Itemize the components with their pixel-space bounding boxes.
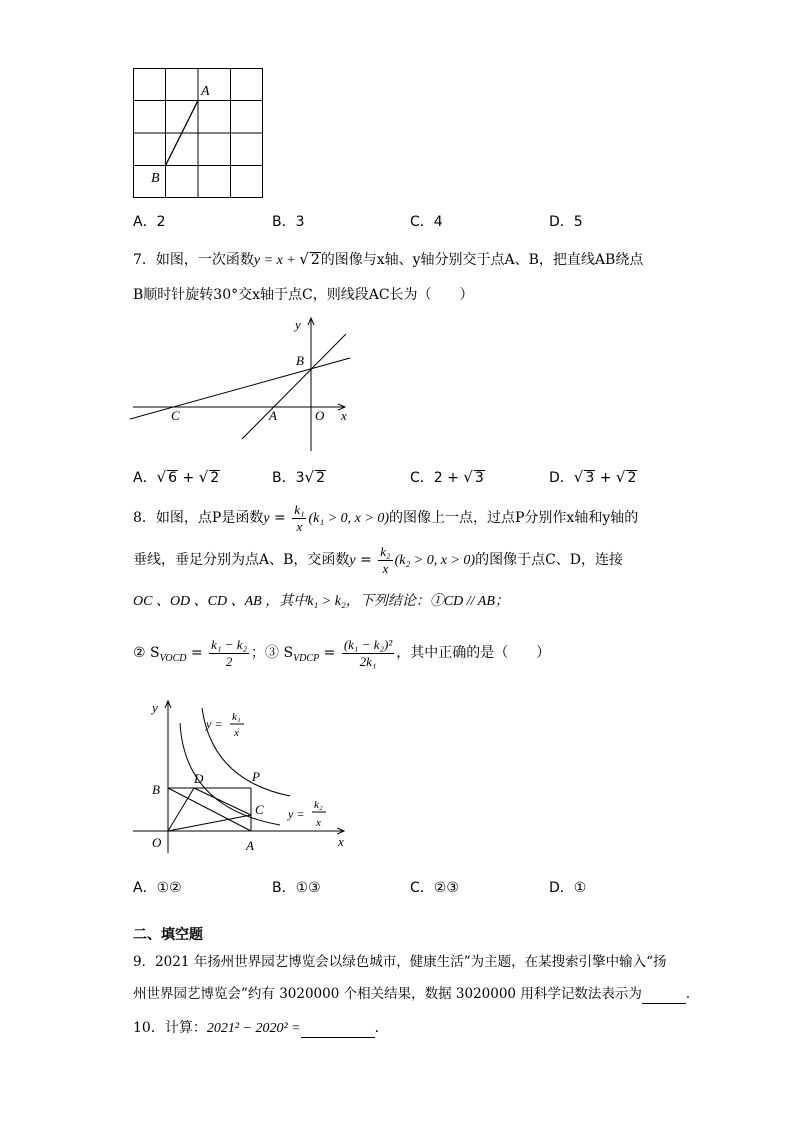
q7-option-b: B．3√ 2 xyxy=(272,468,326,486)
q7-stem-line1: 7．如图，一次函数y = x + √ 2的图像与x轴、y轴分别交于点A、B，把直线AB绕点 xyxy=(133,250,644,268)
q8-label-p: P xyxy=(252,769,260,784)
q8-label-o: O xyxy=(152,835,162,850)
q7-stem-line2: B顺时针旋转30°交x轴于点C，则线段AC长为（ ） xyxy=(133,287,474,303)
q6-option-c: C．4 xyxy=(410,214,443,230)
q8-curve1-num: k₁ xyxy=(232,711,241,723)
q6-option-d: D．5 xyxy=(549,214,583,230)
q8-curve2-num: k₂ xyxy=(314,799,323,811)
q8-stem-line4: ② $S_{VOCD}$ = $\frac{\text{k₁ − k₂}}{2}$ ；③ $S_{VDCP}$ = $\frac{\text{(k₁ − k₂)²}}{\text{2k₁}}$ ，其中正确的是（ ） xyxy=(133,636,551,669)
q7-label-b: B xyxy=(296,353,304,368)
q8-axis-y: y xyxy=(152,700,158,715)
q8-label-d: D xyxy=(194,771,204,786)
q8-label-a: A xyxy=(246,838,254,853)
q7-label-a: A xyxy=(269,408,277,423)
q9-line1: 9．2021 年扬州世界园艺博览会以绿色城市，健康生活”为主题，在某搜索引擎中输入“扬 xyxy=(133,954,667,970)
q7-label-o: O xyxy=(315,408,325,423)
q7-option-a: A．√ 6 + √ 2 xyxy=(133,468,220,486)
q10-line: 10．计算：2021² − 2020² = ． xyxy=(133,1020,389,1036)
q8-hyperbola-figure xyxy=(130,698,355,858)
q6-option-a: A．2 xyxy=(133,214,166,230)
q8-stem-line3: OC 、OD 、CD 、AB ，其中k₁ > k₂，下列结论：①CD // AB； xyxy=(133,594,509,609)
q6-label-b: B xyxy=(151,171,160,186)
section-title: 二、填空题 xyxy=(133,927,203,943)
q8-stem-line1: 8．如图，点P是函数y = $\frac{\text{k₁}}{x}$ (k₁ > 0, x > 0)的图像上一点，过点P分别作x轴和y轴的 xyxy=(133,501,639,534)
q7-option-d: D．√ 3 + √ 2 xyxy=(549,468,637,486)
q8-axis-x: x xyxy=(338,834,344,849)
q7-axis-x: x xyxy=(341,408,347,423)
q7-label-c: C xyxy=(171,408,180,423)
q8-curve1-lhs: y = xyxy=(206,717,223,731)
q8-option-a: A．①② xyxy=(133,880,182,896)
q9-answer-blank[interactable] xyxy=(642,985,686,1004)
q7-axis-y: y xyxy=(295,317,301,332)
q8-option-c: C．②③ xyxy=(410,880,459,896)
q9-line2: 州世界园艺博览会”约有 3020000 个相关结果，数据 3020000 用科学记数法表示为 ． xyxy=(133,986,700,1002)
q8-stem-line2: 垂线，垂足分别为点A、B，交函数y = $\frac{\text{k₂}}{x}$ (k₂ > 0, x > 0)的图像于点C、D，连接 xyxy=(133,543,624,576)
q8-curve1-den: x xyxy=(234,727,239,739)
q6-option-b: B．3 xyxy=(272,214,305,230)
q6-label-a: A xyxy=(201,84,210,99)
q8-option-d: D．① xyxy=(549,880,587,896)
q8-option-b: B．①③ xyxy=(272,880,321,896)
q8-label-b: B xyxy=(152,782,160,797)
q10-answer-blank[interactable] xyxy=(301,1019,375,1038)
q8-label-c: C xyxy=(255,802,264,817)
q6-grid-figure xyxy=(133,68,265,200)
q7-coordinate-figure xyxy=(130,316,355,456)
q7-option-c: C．2 + √ 3 xyxy=(410,468,484,486)
q8-curve2-den: x xyxy=(316,817,321,829)
q8-curve2-lhs: y = xyxy=(288,807,305,821)
